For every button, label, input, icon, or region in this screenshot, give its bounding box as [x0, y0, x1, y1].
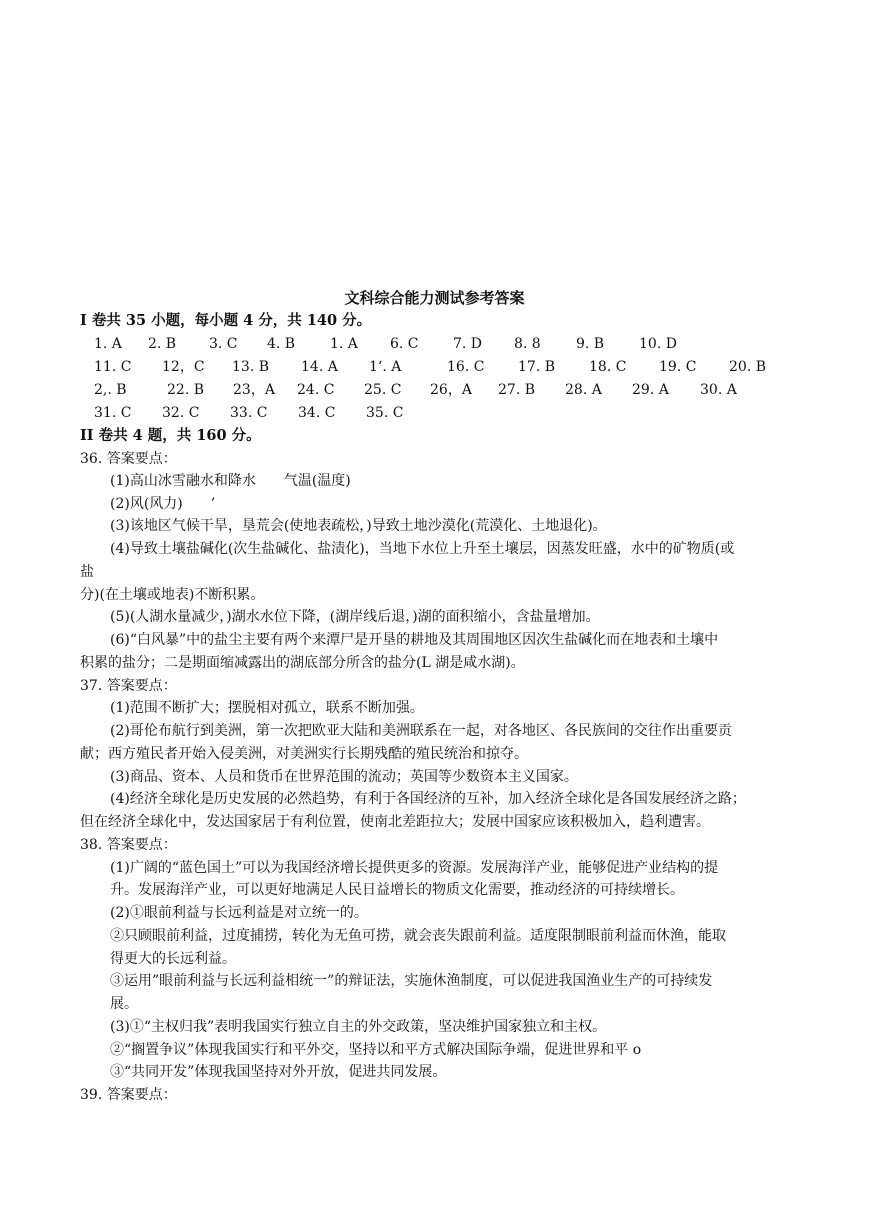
answer-line: (2)①眼前利益与长远利益是对立统一的。 [110, 905, 368, 921]
answer-item: 25. C [364, 382, 402, 398]
answer-item: 22. B [167, 382, 205, 398]
answer-item: 29. A [632, 382, 669, 398]
answer-item: 24. C [297, 382, 335, 398]
answer-line: 展。 [110, 996, 138, 1012]
answer-line: 得更大的长远利益。 [110, 951, 236, 967]
answer-item: 11. C [94, 359, 132, 375]
answer-line: (1)范围不断扩大；摆脱相对孤立，联系不断加强。 [110, 700, 424, 716]
question-39-heading: 39. 答案要点： [80, 1087, 177, 1103]
answer-line: (4)导致土壤盐碱化(次生盐碱化、盐渍化)，当地下水位上升至土壤层，因蒸发旺盛，水中的矿物质(或 [110, 541, 735, 557]
answer-line: (3)该地区气候干旱，垦荒会(使地表疏松，)导致土地沙漠化(荒漠化、土地退化)。 [110, 518, 607, 534]
question-37-heading: 37. 答案要点： [80, 678, 177, 694]
answer-item: 19. C [659, 359, 697, 375]
answer-item: 1. A [94, 336, 122, 352]
answer-item: 1‘. A [369, 359, 402, 375]
question-36-heading: 36. 答案要点： [80, 451, 177, 467]
answer-line: 献；西方殖民者开始入侵美洲，对美洲实行长期残酷的殖民统治和掠夺。 [80, 746, 528, 762]
answer-item: 32. C [162, 405, 200, 421]
answer-item: 33. C [230, 405, 268, 421]
answer-item: 28. A [565, 382, 602, 398]
answer-item: 2,. B [94, 382, 127, 398]
answer-line: 升。发展海洋产业，可以更好地满足人民日益增长的物质文化需要，推动经济的可持续增长。 [110, 882, 684, 898]
answer-item: 1. A [330, 336, 358, 352]
answer-item: 23，A [233, 382, 275, 398]
answer-item: 18. C [589, 359, 627, 375]
answer-line: (1)高山冰雪融水和降水 气温(温度) [110, 473, 351, 489]
question-38-heading: 38. 答案要点： [80, 837, 177, 853]
answer-item: 16. C [447, 359, 485, 375]
answer-item: 27. B [498, 382, 536, 398]
answer-row [94, 356, 779, 378]
answer-item: 34. C [298, 405, 336, 421]
answer-item: 9. B [576, 336, 605, 352]
answer-line: ②只顾眼前利益，过度捕捞，转化为无鱼可捞，就会丧失跟前利益。适度限制眼前利益而休渔，能取 [110, 928, 726, 944]
answer-row [94, 402, 426, 424]
answer-line: 但在经济全球化中，发达国家居于有利位置，使南北差距拉大；发展中国家应该积极加入，趋利遭害。 [80, 814, 710, 830]
answer-line: 分)(在土壤或地表)不断积累。 [80, 587, 265, 603]
answer-item: 4. B [267, 336, 296, 352]
answer-row [94, 379, 760, 401]
answer-item: 10. D [639, 336, 677, 352]
answer-item: 35. C [366, 405, 404, 421]
section2-heading: II 卷共 4 题，共 160 分。 [80, 427, 261, 444]
answer-row [94, 333, 699, 355]
answer-line: ②“搁置争议”体现我国实行和平外交，坚持以和平方式解决国际争端，促进世界和平 o [110, 1042, 642, 1058]
answer-item: 14. A [301, 359, 338, 375]
answer-item: 6. C [390, 336, 419, 352]
answer-line: ③运用”眼前利益与长远利益相统一”的辩证法，实施休渔制度，可以促进我国渔业生产的可持续发 [110, 973, 713, 989]
answer-line: (3)①“主权归我”表明我国实行独立自主的外交政策，坚决维护国家独立和主权。 [110, 1019, 607, 1035]
answer-item: 13. B [232, 359, 270, 375]
answer-item: 12，C [162, 359, 205, 375]
answer-item: 31. C [94, 405, 132, 421]
answer-line: 积累的盐分；二是期面缩减露出的湖底部分所含的盐分(L 湖是咸水湖)。 [80, 655, 525, 671]
answer-line: (1)广阔的“蓝色国土”可以为我国经济增长提供更多的资源。发展海洋产业，能够促进产业结构的提 [110, 860, 719, 876]
answer-line: (5)(人湖水量减少，)湖水水位下降，(湖岸线后退，)湖的面积缩小，含盐量增加。 [110, 609, 600, 625]
answer-item: 26，A [430, 382, 472, 398]
page-title: 文科综合能力测试参考答案 [344, 289, 525, 307]
answer-item: 3. C [209, 336, 238, 352]
answer-item: 17. B [518, 359, 556, 375]
answer-item: 30. A [700, 382, 737, 398]
answer-item: 20. B [729, 359, 767, 375]
answer-line: ③“共同开发”体现我国坚持对外开放，促进共同发展。 [110, 1064, 447, 1080]
answer-item: 2. B [148, 336, 177, 352]
section1-heading: I 卷共 35 小题，每小题 4 分，共 140 分。 [80, 312, 372, 329]
answer-item: 8. 8 [514, 336, 541, 352]
answer-line: (4)经济全球化是历史发展的必然趋势，有利于各国经济的互补，加入经济全球化是各国发展经济之路； [110, 791, 746, 807]
answer-item: 7. D [453, 336, 483, 352]
answer-line: 盐 [80, 564, 94, 580]
answer-line: (2)风(风力) ’ [110, 496, 216, 512]
answer-line: (3)商品、资本、人员和货币在世界范围的流动；英国等少数资本主义国家。 [110, 769, 578, 785]
answer-line: (2)哥伦布航行到美洲，第一次把欧亚大陆和美洲联系在一起，对各地区、各民族间的交往作出重要贡 [110, 723, 732, 739]
answer-line: (6)“白风暴”中的盐尘主要有两个来潭尸是开垦的耕地及其周围地区因次生盐碱化而在地表和土壤中 [110, 632, 719, 648]
